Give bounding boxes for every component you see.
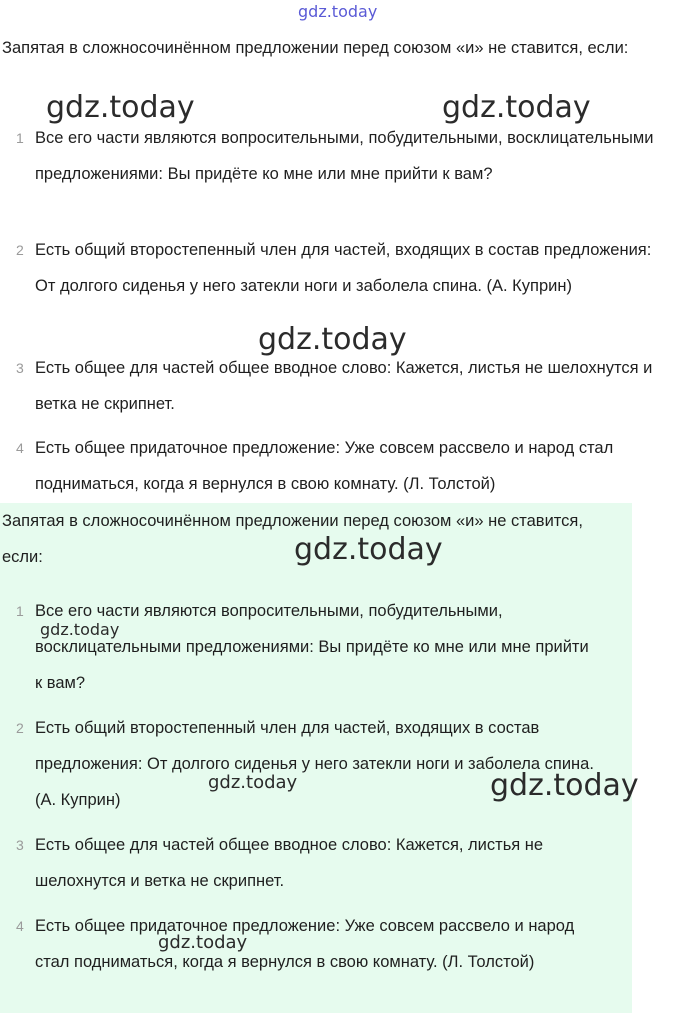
watermark: gdz.today	[40, 620, 120, 639]
watermark: gdz.today	[258, 322, 407, 357]
watermark: gdz.today	[442, 90, 591, 125]
list-item-text: Все его части являются вопросительными, побудительными, восклицательными предложениями: Вы придёте ко мне или мне прийти к вам?	[35, 602, 589, 692]
watermark: gdz.today	[490, 768, 639, 803]
rule-block-highlighted	[0, 503, 632, 1013]
watermark: gdz.today	[208, 772, 298, 793]
rule-intro: Запятая в сложносочинённом предложении перед союзом «и» не ставится, если:	[2, 512, 583, 566]
list-item-text: Есть общее для частей общее вводное слово: Кажется, листья не шелохнутся и ветка не скрипнет.	[35, 359, 653, 413]
list-item-text: Есть общий второстепенный член для частей, входящих в состав предложения: От долгого сиденья у него затекли ноги и заболела спина. (А. Куприн)	[35, 241, 652, 295]
list-item-text: Есть общее придаточное предложение: Уже совсем рассвело и народ стал подниматься, когда я вернулся в свою комнату. (Л. Толстой)	[35, 917, 575, 971]
list-item-number: 2	[16, 720, 24, 736]
watermark: gdz.today	[158, 932, 248, 953]
watermark: gdz.today	[294, 532, 443, 567]
list-item-number: 2	[16, 242, 24, 258]
list-item-text: Все его части являются вопросительными, побудительными, восклицательными предложениями: Вы придёте ко мне или мне прийти к вам?	[35, 129, 654, 183]
list-item-number: 4	[16, 918, 24, 934]
rule-intro: Запятая в сложносочинённом предложении перед союзом «и» не ставится, если:	[2, 39, 629, 57]
list-item-number: 4	[16, 440, 24, 456]
list-item-number: 3	[16, 360, 24, 376]
watermark: gdz.today	[46, 90, 195, 125]
watermark-top: gdz.today	[298, 2, 378, 21]
list-item-text: Есть общий второстепенный член для частей, входящих в состав предложения: От долгого сиденья у него затекли ноги и заболела спина. (А. Куприн)	[35, 719, 594, 809]
list-item-number: 3	[16, 837, 24, 853]
list-item-text: Есть общее для частей общее вводное слово: Кажется, листья не шелохнутся и ветка не скрипнет.	[35, 836, 544, 890]
list-item-number: 1	[16, 603, 24, 619]
list-item-text: Есть общее придаточное предложение: Уже совсем рассвело и народ стал подниматься, когда я вернулся в свою комнату. (Л. Толстой)	[35, 439, 614, 493]
list-item-number: 1	[16, 130, 24, 146]
